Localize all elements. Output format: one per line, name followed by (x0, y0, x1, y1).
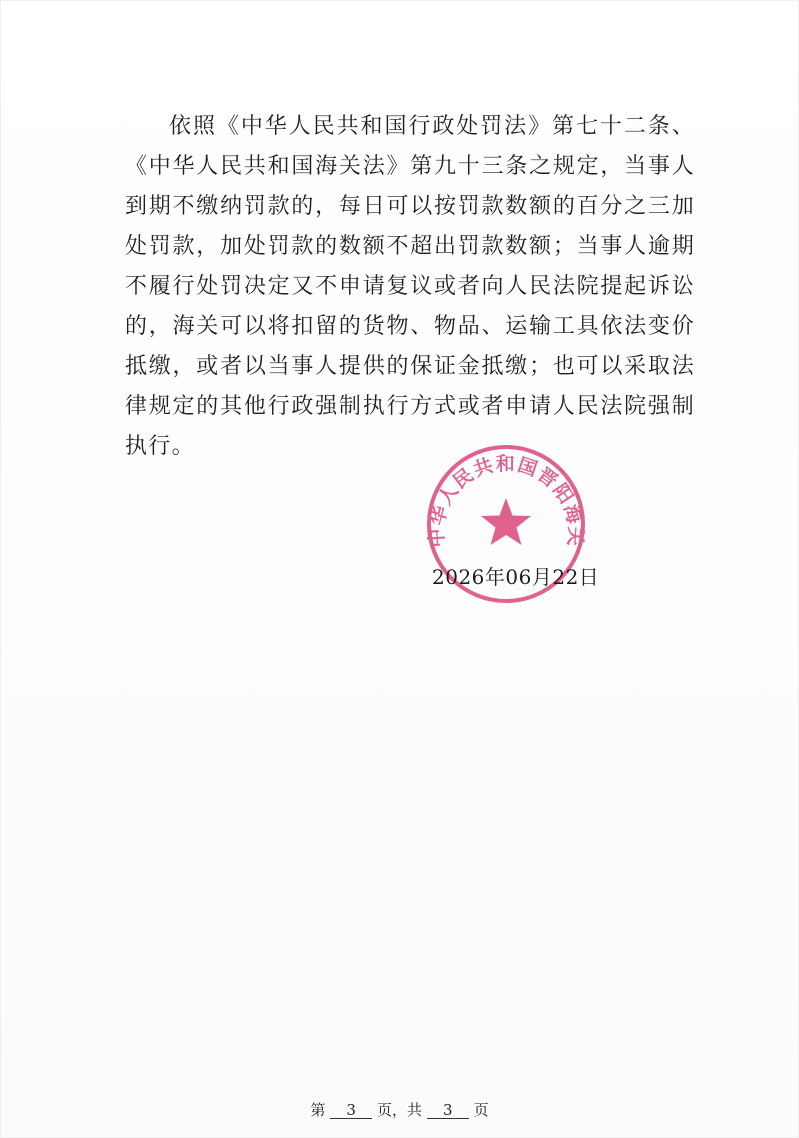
current-page-number: 3 (330, 1102, 372, 1119)
footer-middle: 页，共 (376, 1101, 422, 1119)
body-paragraph: 依照《中华人民共和国行政处罚法》第七十二条、《中华人民共和国海关法》第九十三条之规定，当事人到期不缴纳罚款的，每日可以按罚款数额的百分之三加处罚款，加处罚款的数额不超出罚款数额；当事人逾期不履行处罚决定又不申请复议或者向人民法院提起诉讼的，海关可以将扣留的货物、物品、运输工具依法变价抵缴，或者以当事人提供的保证金抵缴；也可以采取法律规定的其他行政强制执行方式或者申请人民法院强制执行。 (125, 114, 695, 459)
footer-prefix: 第 (310, 1101, 326, 1119)
issue-date: 2026年06月22日 (432, 565, 600, 589)
seal-text: 中华人民共和国晋阳海关 (426, 454, 586, 548)
footer-suffix: 页 (473, 1101, 489, 1119)
total-pages-number: 3 (427, 1102, 469, 1119)
page-footer (0, 1099, 799, 1120)
star-icon (481, 498, 531, 545)
